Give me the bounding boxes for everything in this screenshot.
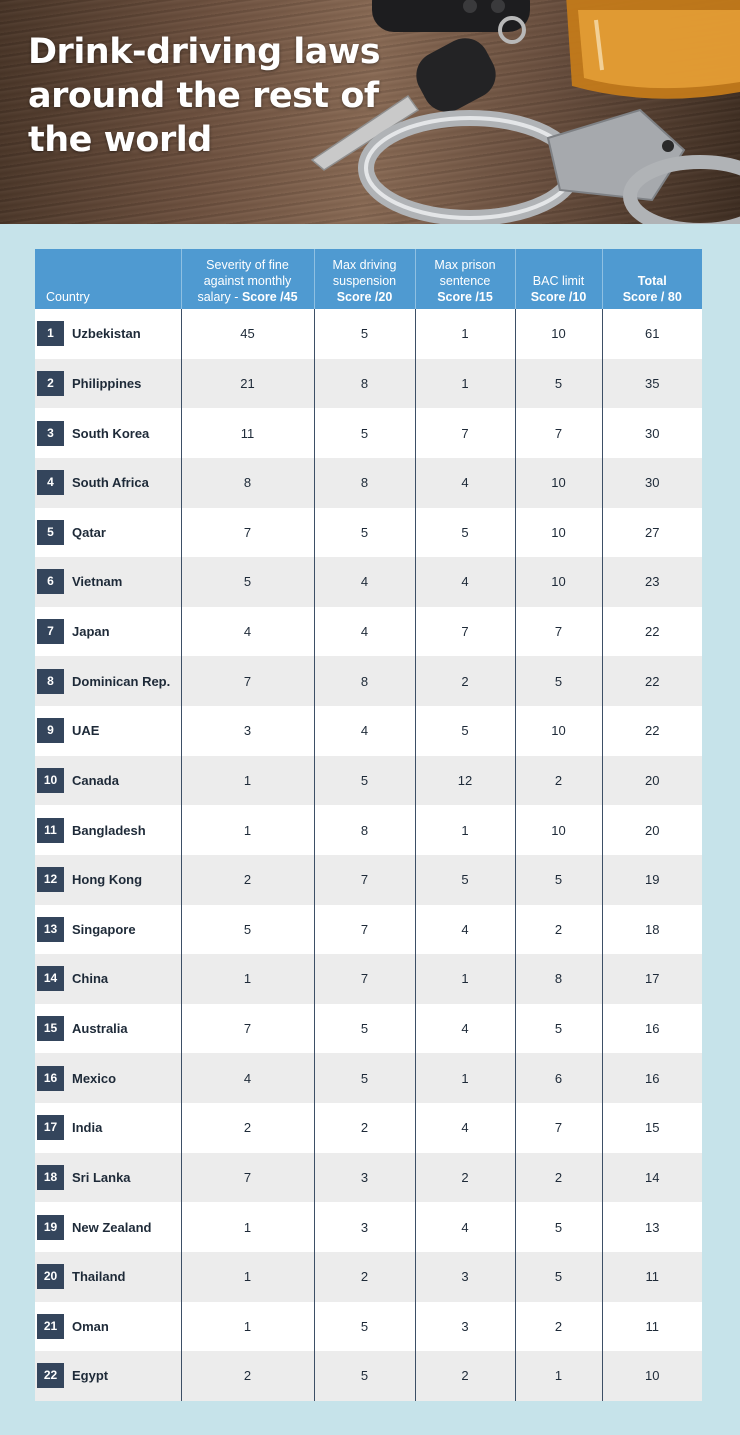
prison-score-cell: 5 (415, 855, 515, 905)
country-name: Egypt (72, 1368, 109, 1384)
country-name: Dominican Rep. (72, 673, 171, 689)
bac-score-cell: 2 (515, 905, 602, 955)
rank-badge: 16 (37, 1066, 64, 1091)
bac-score-cell: 7 (515, 1103, 602, 1153)
country-name: Japan (72, 624, 110, 640)
column-header-score: Score /45 (241, 290, 298, 304)
rank-badge: 1 (37, 321, 64, 346)
rank-badge: 18 (37, 1165, 64, 1190)
bac-score-cell: 10 (515, 706, 602, 756)
total-score-cell: 30 (602, 458, 702, 508)
column-header-country (35, 249, 181, 309)
country-name: Hong Kong (72, 872, 143, 888)
country-cell (35, 508, 181, 558)
prison-score-cell: 1 (415, 359, 515, 409)
column-header-label: BAC limit (532, 274, 585, 288)
prison-score-cell: 5 (415, 508, 515, 558)
suspension-score-cell: 4 (314, 706, 415, 756)
suspension-score-cell: 5 (314, 1004, 415, 1054)
column-header-label: Severity of fine against monthly salary - (197, 258, 292, 304)
total-score-cell: 22 (602, 607, 702, 657)
fine-score-cell: 3 (181, 706, 314, 756)
rank-badge: 2 (37, 371, 64, 396)
rank-badge: 6 (37, 569, 64, 594)
prison-score-cell: 3 (415, 1302, 515, 1352)
total-score-cell: 23 (602, 557, 702, 607)
prison-score-cell: 4 (415, 1004, 515, 1054)
fine-score-cell: 5 (181, 905, 314, 955)
rankings-table (35, 249, 702, 1401)
prison-score-cell: 4 (415, 905, 515, 955)
bac-score-cell: 5 (515, 1202, 602, 1252)
rankings-table-container (35, 249, 702, 1401)
total-score-cell: 16 (602, 1004, 702, 1054)
bac-score-cell: 10 (515, 458, 602, 508)
suspension-score-cell: 5 (314, 1053, 415, 1103)
prison-score-cell: 1 (415, 805, 515, 855)
table-row (35, 309, 702, 359)
rank-badge: 12 (37, 867, 64, 892)
column-header-score: Score / 80 (622, 290, 682, 304)
column-header-score: Score /20 (336, 290, 393, 304)
country-cell (35, 756, 181, 806)
column-header-score: Score /15 (437, 290, 493, 304)
total-score-cell: 11 (602, 1302, 702, 1352)
country-cell (35, 1153, 181, 1203)
table-row (35, 1202, 702, 1252)
total-score-cell: 30 (602, 408, 702, 458)
fine-score-cell: 21 (181, 359, 314, 409)
country-name: Vietnam (72, 574, 123, 590)
fine-score-cell: 7 (181, 1153, 314, 1203)
suspension-score-cell: 8 (314, 359, 415, 409)
bac-score-cell: 5 (515, 656, 602, 706)
total-score-cell: 20 (602, 805, 702, 855)
rank-badge: 8 (37, 669, 64, 694)
table-row (35, 706, 702, 756)
total-score-cell: 27 (602, 508, 702, 558)
fine-score-cell: 1 (181, 1302, 314, 1352)
suspension-score-cell: 5 (314, 1302, 415, 1352)
column-header-label: Country (46, 290, 90, 304)
suspension-score-cell: 2 (314, 1103, 415, 1153)
fine-score-cell: 45 (181, 309, 314, 359)
table-body (35, 309, 702, 1401)
total-score-cell: 17 (602, 954, 702, 1004)
country-cell (35, 805, 181, 855)
bac-score-cell: 2 (515, 756, 602, 806)
table-row (35, 1053, 702, 1103)
total-score-cell: 13 (602, 1202, 702, 1252)
column-header-suspension (314, 249, 415, 309)
country-name: Oman (72, 1318, 109, 1334)
total-score-cell: 18 (602, 905, 702, 955)
country-name: Bangladesh (72, 822, 146, 838)
country-cell (35, 359, 181, 409)
country-name: South Korea (72, 425, 150, 441)
prison-score-cell: 4 (415, 1202, 515, 1252)
country-name: Singapore (72, 921, 136, 937)
total-score-cell: 20 (602, 756, 702, 806)
country-name: India (72, 1120, 103, 1136)
table-row (35, 1302, 702, 1352)
country-cell (35, 1302, 181, 1352)
rank-badge: 21 (37, 1314, 64, 1339)
page-title: Drink-driving laws around the rest of the world (28, 32, 381, 160)
country-name: New Zealand (72, 1219, 152, 1235)
country-name: China (72, 971, 109, 987)
table-row (35, 557, 702, 607)
total-score-cell: 35 (602, 359, 702, 409)
whisky-liquid (578, 10, 740, 88)
prison-score-cell: 12 (415, 756, 515, 806)
table-row (35, 408, 702, 458)
fine-score-cell: 1 (181, 954, 314, 1004)
table-row (35, 805, 702, 855)
fine-score-cell: 5 (181, 557, 314, 607)
column-header-prison (415, 249, 515, 309)
country-cell (35, 855, 181, 905)
rank-badge: 20 (37, 1264, 64, 1289)
column-header-label: Max driving suspension (332, 258, 397, 288)
rank-badge: 5 (37, 520, 64, 545)
total-score-cell: 19 (602, 855, 702, 905)
rank-badge: 22 (37, 1363, 64, 1388)
total-score-cell: 22 (602, 656, 702, 706)
column-header-bac (515, 249, 602, 309)
country-cell (35, 1252, 181, 1302)
handcuff-lock-body (548, 110, 684, 200)
fine-score-cell: 7 (181, 1004, 314, 1054)
country-name: Mexico (72, 1070, 117, 1086)
table-row (35, 458, 702, 508)
country-cell (35, 557, 181, 607)
prison-score-cell: 4 (415, 557, 515, 607)
rank-badge: 7 (37, 619, 64, 644)
prison-score-cell: 2 (415, 1351, 515, 1401)
suspension-score-cell: 5 (314, 756, 415, 806)
country-cell (35, 458, 181, 508)
bac-score-cell: 8 (515, 954, 602, 1004)
prison-score-cell: 1 (415, 309, 515, 359)
suspension-score-cell: 8 (314, 458, 415, 508)
fine-score-cell: 1 (181, 1202, 314, 1252)
handcuff-keyhole (662, 140, 674, 152)
total-score-cell: 15 (602, 1103, 702, 1153)
bac-score-cell: 10 (515, 309, 602, 359)
prison-score-cell: 4 (415, 1103, 515, 1153)
fine-score-cell: 2 (181, 1103, 314, 1153)
country-name: Australia (72, 1021, 128, 1037)
country-cell (35, 656, 181, 706)
column-header-total (602, 249, 702, 309)
country-name: Philippines (72, 375, 142, 391)
suspension-score-cell: 7 (314, 954, 415, 1004)
total-score-cell: 10 (602, 1351, 702, 1401)
column-header-fine (181, 249, 314, 309)
country-cell (35, 905, 181, 955)
bac-score-cell: 5 (515, 1004, 602, 1054)
bac-score-cell: 7 (515, 607, 602, 657)
suspension-score-cell: 4 (314, 557, 415, 607)
country-name: UAE (72, 723, 100, 739)
bac-score-cell: 10 (515, 805, 602, 855)
fine-score-cell: 1 (181, 1252, 314, 1302)
column-header-label: Max prison sentence (434, 258, 496, 288)
suspension-score-cell: 8 (314, 805, 415, 855)
bac-score-cell: 2 (515, 1153, 602, 1203)
country-name: Canada (72, 772, 119, 788)
fine-score-cell: 4 (181, 1053, 314, 1103)
country-name: Sri Lanka (72, 1169, 131, 1185)
table-row (35, 1252, 702, 1302)
bac-score-cell: 5 (515, 855, 602, 905)
suspension-score-cell: 8 (314, 656, 415, 706)
rank-badge: 17 (37, 1115, 64, 1140)
suspension-score-cell: 7 (314, 905, 415, 955)
table-row (35, 1351, 702, 1401)
fine-score-cell: 4 (181, 607, 314, 657)
table-row (35, 656, 702, 706)
suspension-score-cell: 3 (314, 1153, 415, 1203)
bac-score-cell: 10 (515, 508, 602, 558)
table-row (35, 508, 702, 558)
suspension-score-cell: 3 (314, 1202, 415, 1252)
prison-score-cell: 1 (415, 954, 515, 1004)
prison-score-cell: 7 (415, 408, 515, 458)
country-cell (35, 706, 181, 756)
fine-score-cell: 7 (181, 656, 314, 706)
table-row (35, 1153, 702, 1203)
rank-badge: 13 (37, 917, 64, 942)
fine-score-cell: 1 (181, 805, 314, 855)
rank-badge: 10 (37, 768, 64, 793)
total-score-cell: 16 (602, 1053, 702, 1103)
fine-score-cell: 2 (181, 855, 314, 905)
rank-badge: 19 (37, 1215, 64, 1240)
fine-score-cell: 1 (181, 756, 314, 806)
prison-score-cell: 2 (415, 1153, 515, 1203)
rank-badge: 14 (37, 966, 64, 991)
total-score-cell: 14 (602, 1153, 702, 1203)
bac-score-cell: 5 (515, 1252, 602, 1302)
bac-score-cell: 1 (515, 1351, 602, 1401)
table-row (35, 905, 702, 955)
country-cell (35, 1202, 181, 1252)
country-name: South Africa (72, 475, 149, 491)
table-row (35, 607, 702, 657)
rank-badge: 3 (37, 421, 64, 446)
prison-score-cell: 4 (415, 458, 515, 508)
country-cell (35, 309, 181, 359)
suspension-score-cell: 4 (314, 607, 415, 657)
total-score-cell: 22 (602, 706, 702, 756)
car-key-fob (372, 0, 530, 32)
bac-score-cell: 10 (515, 557, 602, 607)
prison-score-cell: 2 (415, 656, 515, 706)
suspension-score-cell: 2 (314, 1252, 415, 1302)
country-cell (35, 408, 181, 458)
country-cell (35, 1053, 181, 1103)
bac-score-cell: 5 (515, 359, 602, 409)
suspension-score-cell: 5 (314, 1351, 415, 1401)
country-cell (35, 1103, 181, 1153)
suspension-score-cell: 5 (314, 408, 415, 458)
suspension-score-cell: 5 (314, 309, 415, 359)
column-header-score: Score /10 (530, 290, 587, 304)
country-name: Qatar (72, 524, 106, 540)
fine-score-cell: 2 (181, 1351, 314, 1401)
total-score-cell: 11 (602, 1252, 702, 1302)
table-row (35, 756, 702, 806)
fine-score-cell: 7 (181, 508, 314, 558)
prison-score-cell: 7 (415, 607, 515, 657)
table-row (35, 855, 702, 905)
country-cell (35, 1004, 181, 1054)
country-name: Uzbekistan (72, 326, 141, 342)
table-row (35, 954, 702, 1004)
table-row (35, 359, 702, 409)
rank-badge: 15 (37, 1016, 64, 1041)
suspension-score-cell: 7 (314, 855, 415, 905)
rank-badge: 4 (37, 470, 64, 495)
rank-badge: 9 (37, 718, 64, 743)
bac-score-cell: 7 (515, 408, 602, 458)
column-header-label: Total (637, 274, 667, 288)
country-name: Thailand (72, 1269, 126, 1285)
total-score-cell: 61 (602, 309, 702, 359)
prison-score-cell: 3 (415, 1252, 515, 1302)
bac-score-cell: 2 (515, 1302, 602, 1352)
country-cell (35, 1351, 181, 1401)
hero-banner (0, 0, 740, 224)
fine-score-cell: 8 (181, 458, 314, 508)
country-cell (35, 607, 181, 657)
suspension-score-cell: 5 (314, 508, 415, 558)
fine-score-cell: 11 (181, 408, 314, 458)
bac-score-cell: 6 (515, 1053, 602, 1103)
country-cell (35, 954, 181, 1004)
table-header-row (35, 249, 702, 309)
prison-score-cell: 1 (415, 1053, 515, 1103)
table-row (35, 1004, 702, 1054)
rank-badge: 11 (37, 818, 64, 843)
table-row (35, 1103, 702, 1153)
prison-score-cell: 5 (415, 706, 515, 756)
